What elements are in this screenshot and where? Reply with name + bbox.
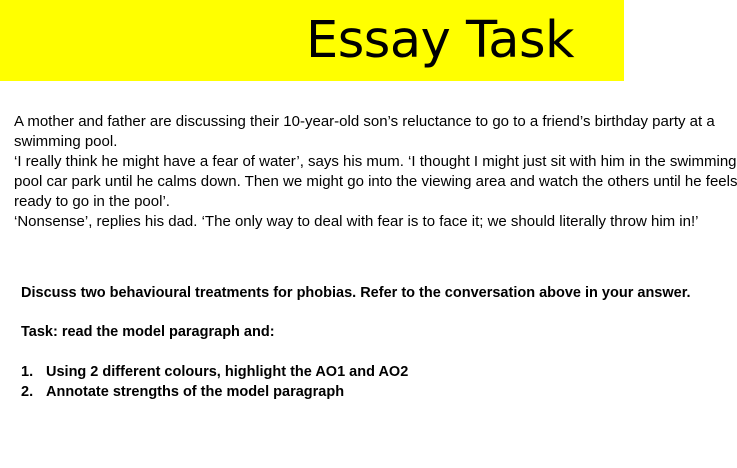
task-item-number: 2. (21, 384, 34, 400)
task-item-text: Using 2 different colours, highlight the AO1 and AO2 (46, 364, 409, 380)
task-item (21, 382, 408, 402)
scenario-line: pool car park until he calms down. Then we might go into the viewing area and watch the others until he feels (14, 173, 737, 190)
scenario-line: ready to go in the pool’. (14, 193, 170, 210)
scenario-text (14, 112, 737, 232)
task-item-text: Annotate strengths of the model paragraph (46, 384, 345, 400)
task-intro: Task: read the model paragraph and: (21, 324, 275, 340)
task-item-number: 1. (21, 364, 34, 380)
scenario-line: swimming pool. (14, 133, 118, 150)
scenario-line: A mother and father are discussing their 10-year-old son’s reluctance to go to a friend’s birthday party at a (14, 113, 715, 130)
scenario-line: ‘Nonsense’, replies his dad. ‘The only way to deal with fear is to face it; we should literally throw him in!’ (14, 213, 699, 230)
title-bar (0, 0, 624, 81)
task-item (21, 362, 408, 382)
page-title: Essay Task (306, 11, 575, 70)
scenario-line: ‘I really think he might have a fear of water’, says his mum. ‘I thought I might just sit with him in the swimming (14, 153, 737, 170)
task-list (21, 362, 408, 402)
essay-question: Discuss two behavioural treatments for phobias. Refer to the conversation above in your answer. (21, 285, 691, 301)
